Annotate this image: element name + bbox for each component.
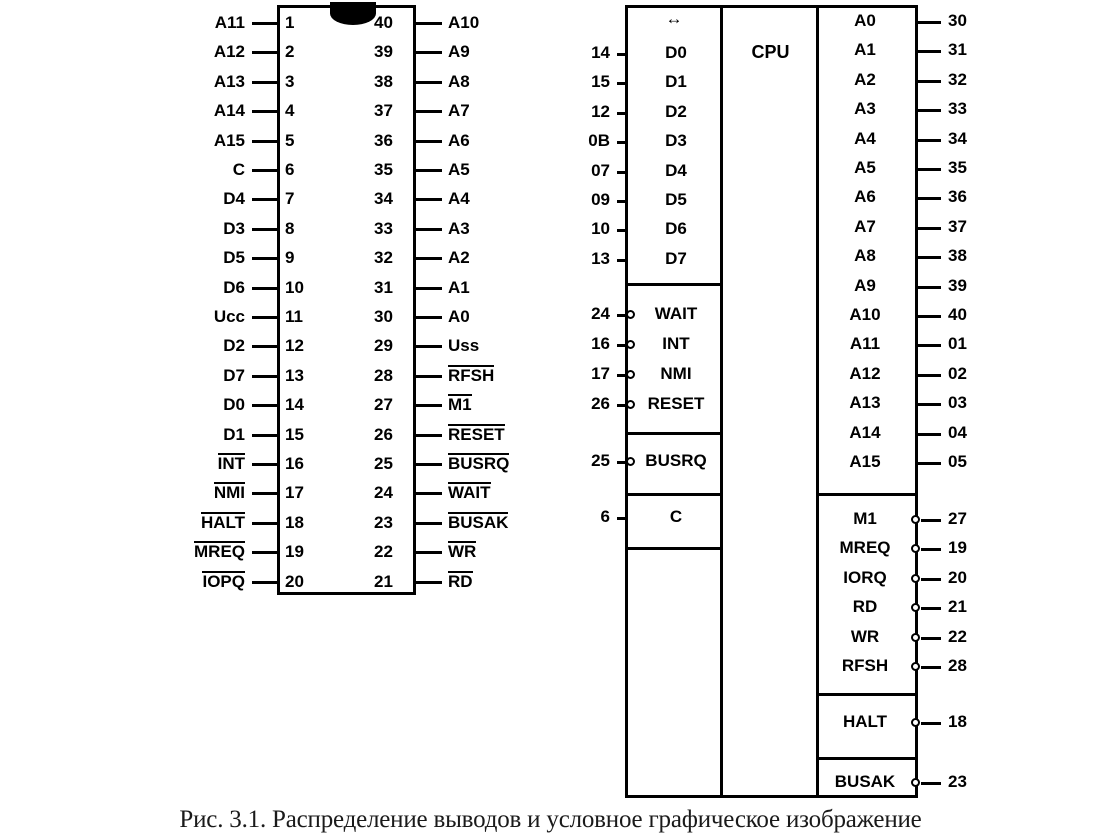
address-bus-label: A6 <box>854 187 876 207</box>
address-bus-pin-number: 39 <box>948 275 967 295</box>
address-bus-label: A5 <box>854 158 876 177</box>
bidirectional-arrow-icon: ↔ <box>665 9 683 28</box>
dip-left-pin-number: 20 <box>285 571 304 591</box>
data-bus-pin-number: 07 <box>591 160 610 180</box>
cpu-center-label: CPU <box>751 42 790 62</box>
address-bus-lead-line <box>918 80 941 83</box>
dip-right-pin-number: 30 <box>374 307 393 326</box>
control-output-inversion-bubble-icon <box>911 544 920 553</box>
data-bus-label: D0 <box>665 43 687 62</box>
control-input-pin-number: 24 <box>591 304 610 323</box>
divider-controlout-bottom <box>816 693 918 696</box>
data-bus-pin-number: 10 <box>591 219 610 239</box>
address-bus-lead-line <box>918 344 941 347</box>
dip-right-pin-number: 32 <box>374 248 393 268</box>
dip-right-signal-text: A3 <box>448 218 470 238</box>
data-bus-label: D1 <box>665 72 687 92</box>
address-bus-lead-line <box>918 168 941 171</box>
address-bus-pin-number: 01 <box>948 334 967 354</box>
control-output-lead-line <box>921 607 941 610</box>
bus-request-pin-number: 25 <box>591 451 610 470</box>
dip-left-pin-number: 1 <box>285 13 295 32</box>
control-output-lead-line <box>921 637 941 640</box>
dip-right-signal-text: BUSAK <box>448 512 509 532</box>
dip-right-signal-text: A6 <box>448 130 470 150</box>
control-output-pin-number: 20 <box>948 567 967 587</box>
busak-pin-number: 23 <box>948 772 967 791</box>
address-bus-label: A2 <box>854 69 876 89</box>
data-bus-lead-line <box>617 141 628 144</box>
address-bus-label: A1 <box>854 40 876 60</box>
address-bus-label: A15 <box>849 452 881 471</box>
dip-left-pin-number: 16 <box>285 454 304 473</box>
dip-right-pin-number: 27 <box>374 395 393 415</box>
address-bus-pin-number: 32 <box>948 69 967 89</box>
dip-left-signal-text: A11 <box>214 13 245 32</box>
dip-right-signal-text: A4 <box>448 189 470 209</box>
dip-left-pin-number: 18 <box>285 512 304 532</box>
control-output-pin-number: 19 <box>948 538 967 558</box>
dip-left-pin-number: 3 <box>285 71 295 91</box>
address-bus-pin-number: 30 <box>948 11 967 30</box>
address-bus-pin-number: 34 <box>948 128 967 148</box>
data-bus-lead-line <box>617 200 628 203</box>
dip-right-pin-number: 37 <box>374 101 393 121</box>
address-bus-pin-number: 33 <box>948 99 967 119</box>
clock-label: C <box>669 507 683 526</box>
dip-left-pin-number: 6 <box>285 160 295 179</box>
divider-controlin-bottom <box>625 432 723 435</box>
dip-left-signal-text: D5 <box>223 248 245 268</box>
control-input-pin-number: 17 <box>591 364 610 383</box>
control-input-label: WAIT <box>654 304 698 323</box>
halt-pin-number: 18 <box>948 712 967 731</box>
clock-pin-number: 6 <box>600 507 610 526</box>
address-bus-pin-number: 35 <box>948 158 967 177</box>
dip-right-pin-number: 36 <box>374 130 393 150</box>
dip-left-signal-text: D7 <box>223 365 245 385</box>
control-output-label: RFSH <box>841 656 889 675</box>
symbol-divider-left-column <box>720 5 723 798</box>
data-bus-pin-number: 15 <box>591 72 610 92</box>
dip-right-signal-text: RD <box>448 571 473 591</box>
dip-left-signal-text: D1 <box>223 424 245 444</box>
address-bus-label: A13 <box>849 393 881 413</box>
address-bus-lead-line <box>918 109 941 112</box>
dip-right-signal-text: RESET <box>448 424 505 444</box>
dip-left-pin-number: 9 <box>285 248 295 268</box>
address-bus-pin-number: 02 <box>948 363 967 383</box>
dip-right-signal-text: WR <box>448 542 477 562</box>
data-bus-pin-number: 09 <box>591 190 610 209</box>
dip-left-signal-text: D2 <box>223 336 245 356</box>
address-bus-lead-line <box>918 462 941 465</box>
dip-right-pin-number: 33 <box>374 218 393 238</box>
divider-clock-bottom <box>625 547 723 550</box>
dip-right-pin-number: 22 <box>374 542 393 562</box>
address-bus-label: A9 <box>854 275 876 295</box>
busak-label: BUSAK <box>834 772 896 791</box>
dip-right-signal-text: A10 <box>448 13 480 32</box>
divider-addressbus-bottom <box>816 493 918 496</box>
control-input-pin-number: 16 <box>591 334 610 353</box>
dip-left-signal-text: INT <box>217 454 245 473</box>
dip-right-signal-text: A8 <box>448 71 470 91</box>
dip-right-signal-text: A1 <box>448 277 470 297</box>
control-output-label: MREQ <box>839 538 891 558</box>
dip-right-signal-text: A5 <box>448 160 470 179</box>
dip-left-pin-number: 2 <box>285 42 295 62</box>
address-bus-pin-number: 05 <box>948 452 967 471</box>
data-bus-lead-line <box>617 229 628 232</box>
dip-left-pin-number: 14 <box>285 395 304 415</box>
data-bus-pin-number: 14 <box>591 43 610 62</box>
control-output-pin-number: 22 <box>948 626 967 646</box>
dip-right-signal-text: A7 <box>448 101 470 121</box>
data-bus-label: D6 <box>665 219 687 239</box>
dip-right-pin-number: 40 <box>374 13 393 32</box>
divider-halt-bottom <box>816 757 918 760</box>
control-output-inversion-bubble-icon <box>911 515 920 524</box>
dip-left-pin-number: 8 <box>285 218 295 238</box>
dip-left-pin-number: 19 <box>285 542 304 562</box>
control-output-pin-number: 27 <box>948 509 967 528</box>
address-bus-label: A12 <box>849 363 881 383</box>
dip-left-pin-number: 4 <box>285 101 295 121</box>
dip-left-signal-text: D0 <box>223 395 245 415</box>
control-output-lead-line <box>921 548 941 551</box>
dip-left-pin-number: 10 <box>285 277 304 297</box>
data-bus-lead-line <box>617 112 628 115</box>
control-output-label: RD <box>852 597 878 617</box>
divider-busrq-bottom <box>625 493 723 496</box>
dip-right-signal-text: M1 <box>448 395 472 415</box>
dip-right-pin-number: 21 <box>374 571 393 591</box>
dip-right-pin-number: 29 <box>374 336 393 356</box>
bus-request-label: BUSRQ <box>645 451 707 470</box>
dip-left-signal-text: C <box>232 160 245 179</box>
control-output-inversion-bubble-icon <box>911 603 920 612</box>
data-bus-pin-number: 13 <box>591 248 610 268</box>
dip-left-signal-text: A15 <box>213 130 245 150</box>
data-bus-lead-line <box>617 82 628 85</box>
dip-left-pin-number: 11 <box>285 307 303 326</box>
control-input-label: NMI <box>660 364 692 383</box>
data-bus-lead-line <box>617 53 628 56</box>
dip-left-signal-text: HALT <box>200 512 245 532</box>
control-output-pin-number: 28 <box>948 656 967 675</box>
control-output-lead-line <box>921 578 941 581</box>
dip-right-pin-number: 34 <box>374 189 393 209</box>
address-bus-pin-number: 37 <box>948 216 967 236</box>
address-bus-label: A14 <box>849 422 881 442</box>
dip-left-pin-number: 7 <box>285 189 295 209</box>
control-output-lead-line <box>921 519 941 522</box>
address-bus-label: A10 <box>849 305 881 324</box>
dip-right-pin-number: 31 <box>374 277 393 297</box>
control-input-label: INT <box>662 334 690 353</box>
dip-left-signal-text: A13 <box>213 71 245 91</box>
dip-right-signal-text: A9 <box>448 42 470 62</box>
address-bus-pin-number: 38 <box>948 246 967 266</box>
data-bus-lead-line <box>617 259 628 262</box>
control-output-label: IORQ <box>843 567 887 587</box>
dip-left-signal-text: D3 <box>223 218 245 238</box>
dip-left-pin-number: 13 <box>285 365 304 385</box>
address-bus-label: A4 <box>854 128 876 148</box>
figure-caption: Рис. 3.1. Распределение выводов и условное графическое изображение <box>179 806 922 833</box>
address-bus-lead-line <box>918 139 941 142</box>
address-bus-label: A8 <box>854 246 876 266</box>
address-bus-lead-line <box>918 315 941 318</box>
control-output-inversion-bubble-icon <box>911 574 920 583</box>
control-input-label: RESET <box>647 394 705 413</box>
dip-left-pin-number: 12 <box>285 336 304 356</box>
dip-left-pin-number: 17 <box>285 483 304 503</box>
address-bus-lead-line <box>918 374 941 377</box>
address-bus-label: A11 <box>849 334 881 354</box>
halt-lead-line <box>921 722 941 725</box>
data-bus-label: D5 <box>665 190 687 209</box>
symbol-frame-top <box>625 5 918 8</box>
address-bus-label: A3 <box>854 99 876 119</box>
data-bus-label: D3 <box>665 131 687 151</box>
dip-right-signal-text: RFSH <box>448 365 495 385</box>
address-bus-lead-line <box>918 286 941 289</box>
dip-notch-icon <box>330 2 376 25</box>
control-output-pin-number: 21 <box>948 597 967 617</box>
address-bus-label: A7 <box>854 216 876 236</box>
address-bus-lead-line <box>918 433 941 436</box>
dip-right-pin-number: 25 <box>374 454 393 473</box>
dip-right-signal-text: WAIT <box>448 483 491 503</box>
busak-lead-line <box>921 782 941 785</box>
dip-right-signal-text: Uss <box>448 336 480 356</box>
address-bus-lead-line <box>918 50 941 53</box>
dip-right-pin-number: 28 <box>374 365 393 385</box>
dip-left-signal-text: Ucc <box>213 307 245 326</box>
address-bus-lead-line <box>918 256 941 259</box>
dip-left-signal-text: D4 <box>223 189 245 209</box>
dip-left-signal-text: IOPQ <box>202 571 245 591</box>
control-input-pin-number: 26 <box>591 394 610 413</box>
dip-right-signal-text: BUSRQ <box>448 454 510 473</box>
symbol-frame-bottom <box>625 795 918 798</box>
address-bus-pin-number: 36 <box>948 187 967 207</box>
data-bus-label: D4 <box>665 160 687 180</box>
dip-left-signal-text: D6 <box>223 277 245 297</box>
data-bus-pin-number: 12 <box>591 101 610 121</box>
dip-right-pin-number: 23 <box>374 512 393 532</box>
address-bus-lead-line <box>918 403 941 406</box>
halt-inversion-bubble-icon <box>911 718 920 727</box>
dip-right-signal-text: A2 <box>448 248 470 268</box>
dip-left-pin-number: 15 <box>285 424 304 444</box>
address-bus-pin-number: 40 <box>948 305 967 324</box>
dip-left-signal-text: NMI <box>213 483 245 503</box>
data-bus-lead-line <box>617 171 628 174</box>
dip-left-pin-number: 5 <box>285 130 295 150</box>
control-output-label: WR <box>850 626 880 646</box>
dip-right-pin-number: 35 <box>374 160 393 179</box>
control-output-lead-line <box>921 666 941 669</box>
address-bus-lead-line <box>918 197 941 200</box>
address-bus-lead-line <box>918 21 941 24</box>
clock-lead-line <box>617 517 628 520</box>
dip-left-signal-text: A14 <box>213 101 245 121</box>
address-bus-pin-number: 04 <box>948 422 967 442</box>
symbol-frame-right <box>915 5 918 798</box>
data-bus-label: D7 <box>665 248 687 268</box>
dip-right-pin-number: 38 <box>374 71 393 91</box>
dip-right-signal-text: A0 <box>448 307 470 326</box>
dip-left-signal-text: MREQ <box>194 542 245 562</box>
halt-label: HALT <box>842 712 888 731</box>
control-output-inversion-bubble-icon <box>911 662 920 671</box>
busak-inversion-bubble-icon <box>911 778 920 787</box>
address-bus-pin-number: 31 <box>948 40 967 60</box>
control-output-label: M1 <box>853 509 877 528</box>
control-output-inversion-bubble-icon <box>911 633 920 642</box>
dip-left-signal-text: A12 <box>213 42 245 62</box>
dip-right-pin-number: 24 <box>374 483 393 503</box>
address-bus-label: A0 <box>854 11 876 30</box>
dip-right-pin-number: 39 <box>374 42 393 62</box>
address-bus-pin-number: 03 <box>948 393 967 413</box>
address-bus-lead-line <box>918 227 941 230</box>
divider-databus-bottom <box>625 283 723 286</box>
dip-right-pin-number: 26 <box>374 424 393 444</box>
data-bus-pin-number: 0B <box>588 131 610 151</box>
data-bus-label: D2 <box>665 101 687 121</box>
